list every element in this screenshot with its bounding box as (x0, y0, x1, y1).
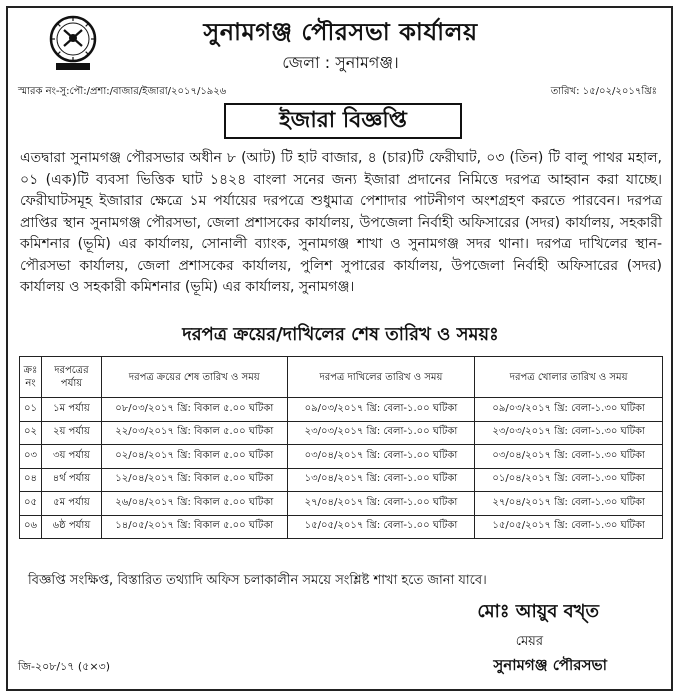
cell-opening: ০৯/০৩/২০১৭ খ্রি: বেলা-১.৩০ ঘটিকা (475, 398, 663, 422)
table-row (20, 398, 663, 422)
cell-submission: ১৫/০৫/২০১৭ খ্রি: বেলা-১.০০ ঘটিকা (287, 515, 475, 539)
cell-serial: ০১ (20, 398, 42, 422)
memo-reference: স্মারক নং-সু:পৌ:/প্রশা:/বাজার/ইজারা/২০১৭/১৯২৬ (18, 86, 227, 97)
cell-serial: ০২ (20, 421, 42, 445)
cell-opening: ১৫/০৫/২০১৭ খ্রি: বেলা-১.৩০ ঘটিকা (475, 515, 663, 539)
cell-phase: ৪র্থ পর্যায় (41, 468, 101, 492)
cell-phase: ১ম পর্যায় (41, 398, 101, 422)
cell-submission: ২৭/০৪/২০১৭ খ্রি: বেলা-১.০০ ঘটিকা (287, 492, 475, 516)
signatory-name: মোঃ আয়ুব বখ্ত (477, 601, 599, 622)
cell-phase: ৫ম পর্যায় (41, 492, 101, 516)
cell-opening: ০১/০৪/২০১৭ খ্রি: বেলা-১.৩০ ঘটিকা (475, 468, 663, 492)
table-row (20, 492, 663, 516)
cell-opening: ২৭/০৪/২০১৭ খ্রি: বেলা-১.৩০ ঘটিকা (475, 492, 663, 516)
office-title: সুনামগঞ্জ পৌরসভা কার্যালয় (203, 18, 478, 46)
cell-purchase: ০৮/০৩/২০১৭ খ্রি: বিকাল ৫.০০ ঘটিকা (101, 398, 287, 422)
table-row (20, 515, 663, 539)
cell-opening: ২৩/০৩/২০১৭ খ্রি: বেলা-১.৩০ ঘটিকা (475, 421, 663, 445)
cell-submission: ১৩/০৪/২০১৭ খ্রি: বেলা-১.০০ ঘটিকা (287, 468, 475, 492)
cell-serial: ০৫ (20, 492, 42, 516)
col-serial: ক্রঃ নং (20, 357, 42, 398)
cell-purchase: ১২/০৪/২০১৭ খ্রি: বিকাল ৫.০০ ঘটিকা (101, 468, 287, 492)
col-opening: দরপত্র খোলার তারিখ ও সময় (475, 357, 663, 398)
schedule-table (19, 356, 663, 539)
signatory-role: মেয়র (515, 634, 543, 649)
cell-submission: ০৩/০৪/২০১৭ খ্রি: বেলা-১.০০ ঘটিকা (287, 445, 475, 469)
cell-submission: ২৩/০৩/২০১৭ খ্রি: বেলা-১.০০ ঘটিকা (287, 421, 475, 445)
publication-code: জি-২০৮/১৭ (৫×৩) (18, 660, 110, 673)
col-phase: দরপত্রের পর্যায় (41, 357, 101, 398)
table-row (20, 445, 663, 469)
cell-purchase: ০২/০৪/২০১৭ খ্রি: বিকাল ৫.০০ ঘটিকা (101, 445, 287, 469)
signatory-office: সুনামগঞ্জ পৌরসভা (493, 656, 607, 674)
table-row (20, 468, 663, 492)
cell-phase: ৩য় পর্যায় (41, 445, 101, 469)
district-line: জেলা : সুনামগঞ্জ। (282, 53, 399, 72)
col-submission: দরপত্র দাখিলের তারিখ ও সময় (287, 357, 475, 398)
col-purchase: দরপত্র ক্রয়ের শেষ তারিখ ও সময় (101, 357, 287, 398)
cell-opening: ০৩/০৪/২০১৭ খ্রি: বেলা-১.৩০ ঘটিকা (475, 445, 663, 469)
cell-purchase: ২৬/০৪/২০১৭ খ্রি: বিকাল ৫.০০ ঘটিকা (101, 492, 287, 516)
table-row (20, 421, 663, 445)
cell-submission: ০৯/০৩/২০১৭ খ্রি: বেলা-১.০০ ঘটিকা (287, 398, 475, 422)
cell-purchase: ১৪/০৫/২০১৭ খ্রি: বিকাল ৫.০০ ঘটিকা (101, 515, 287, 539)
cell-phase: ৬ষ্ঠ পর্যায় (41, 515, 101, 539)
notice-body: এতদ্বারা সুনামগঞ্জ পৌরসভার অধীন ৮ (আট) টি হাট বাজার, ৪ (চার)টি ফেরীঘাট, ০৩ (তিন) টি বালু পাথর মহাল, ০১ (এক)টি ব্যবসা ভিত্তিক ঘাট ১৪২৪ বাংলা সনের জন্য ইজারা প্রদানের নিমিত্তে দরপত্র আহ্বান করা যাচ্ছে। ফেরীঘাটসমূহ ইজারার ক্ষেত্রে ১ম পর্যায়ের দরপত্রে শুধুমাত্র পেশাদার পাটনীগণ অংশগ্রহণ করতে পারবেন। দরপত্র প্রাপ্তির স্থান সুনামগঞ্জ পৌরসভা, জেলা প্রশাসকের কার্যালয়, উপজেলা নির্বাহী অফিসারের (সদর) কার্যালয়, সহকারী কমিশনার (ভূমি) এর কার্যালয়, সোনালী ব্যাংক, সুনামগঞ্জ শাখা ও সুনামগঞ্জ সদর থানা। দরপত্র দাখিলের স্থান-পৌরসভা কার্যালয়, জেলা প্রশাসকের কার্যালয়, পুলিশ সুপারের কার্যালয়, উপজেলা নির্বাহী অফিসারের (সদর) কার্যালয় ও সহকারী কমিশনার (ভূমি) এর কার্যালয়, সুনামগঞ্জ। (20, 150, 662, 295)
table-header-row (20, 357, 663, 398)
footnote: বিজ্ঞপ্তি সংক্ষিপ্ত, বিস্তারিত তথ্যাদি অফিস চলাকালীন সময়ে সংশ্লিষ্ট শাখা হতে জানা যাবে। (28, 573, 487, 588)
cell-serial: ০৩ (20, 445, 42, 469)
cell-serial: ০৪ (20, 468, 42, 492)
cell-phase: ২য় পর্যায় (41, 421, 101, 445)
cell-purchase: ২২/০৩/২০১৭ খ্রি: বিকাল ৫.০০ ঘটিকা (101, 421, 287, 445)
memo-date: তারিখ: ১৫/০২/২০১৭খ্রিঃ (550, 86, 657, 97)
cell-serial: ০৬ (20, 515, 42, 539)
schedule-title: দরপত্র ক্রয়ের/দাখিলের শেষ তারিখ ও সময়ঃ (182, 324, 499, 345)
notice-title: ইজারা বিজ্ঞপ্তি (224, 103, 462, 139)
